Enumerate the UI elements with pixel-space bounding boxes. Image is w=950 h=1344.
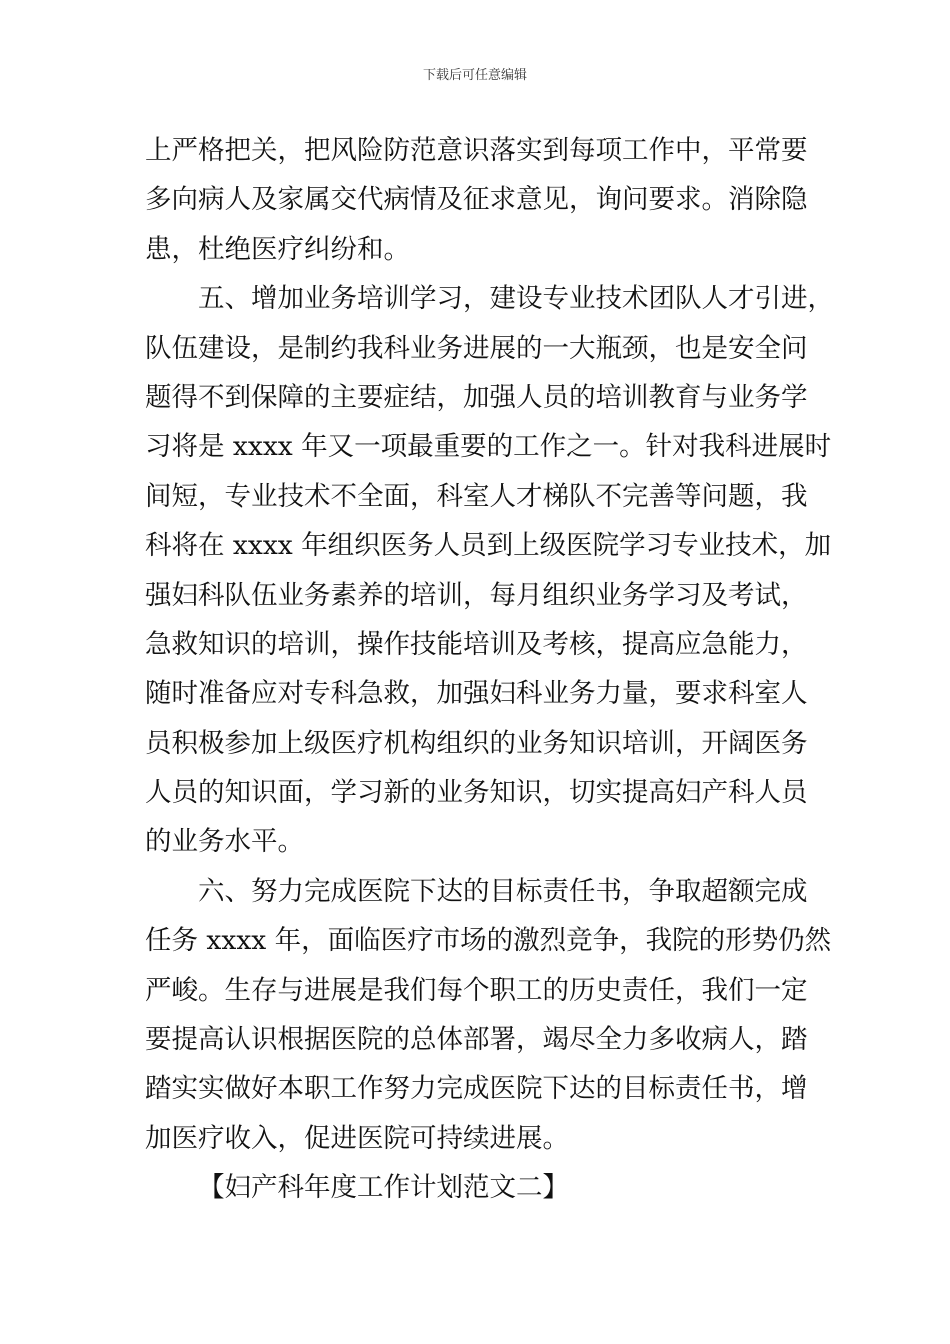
document-body: [145, 126, 834, 1213]
text-line: 人员的知识面，学习新的业务知识，切实提高妇产科人员: [145, 777, 808, 809]
text-line: 急救知识的培训，操作技能培训及考核，提高应急能力，: [145, 628, 808, 660]
text-line: 随时准备应对专科急救，加强妇科业务力量，要求科室人: [145, 678, 808, 710]
text-line: 上严格把关，把风险防范意识落实到每项工作中，平常要: [145, 135, 808, 166]
text-line: 患，杜绝医疗纠纷和。: [145, 233, 410, 265]
text-line: 严峻。生存与进展是我们每个职工的历史责任，我们一定: [145, 974, 808, 1006]
paragraph-five-start: 五、增加业务培训学习，建设专业技术团队人才引进，: [198, 283, 834, 315]
text-line: 间短，专业技术不全面，科室人才梯队不完善等问题，我: [145, 480, 808, 512]
text-line: 题得不到保障的主要症结，加强人员的培训教育与业务学: [145, 381, 808, 413]
text-line: 加医疗收入，促进医院可持续进展。: [145, 1122, 569, 1154]
section-heading: 【妇产科年度工作计划范文二】: [198, 1172, 569, 1204]
page-header-note: 下载后可任意编辑: [422, 68, 527, 83]
text-line: 科将在 xxxx 年组织医务人员到上级医院学习专业技术，加: [145, 530, 832, 562]
paragraph-six-start: 六、努力完成医院下达的目标责任书，争取超额完成: [198, 875, 808, 907]
text-line: 要提高认识根据医院的总体部署，竭尽全力多收病人，踏: [145, 1024, 808, 1056]
text-line: 任务 xxxx 年，面临医疗市场的激烈竞争，我院的形势仍然: [145, 925, 832, 957]
text-line: 员积极参加上级医疗机构组织的业务知识培训，开阔医务: [145, 727, 808, 759]
text-line: 习将是 xxxx 年又一项最重要的工作之一。针对我科进展时: [145, 431, 832, 463]
text-line: 队伍建设，是制约我科业务进展的一大瓶颈，也是安全问: [145, 332, 808, 364]
text-line: 的业务水平。: [145, 826, 304, 858]
text-line: 强妇科队伍业务素养的培训，每月组织业务学习及考试，: [145, 579, 808, 611]
text-line: 踏实实做好本职工作努力完成医院下达的目标责任书，增: [145, 1073, 808, 1105]
text-line: 多向病人及家属交代病情及征求意见，询问要求。消除隐: [145, 184, 808, 216]
